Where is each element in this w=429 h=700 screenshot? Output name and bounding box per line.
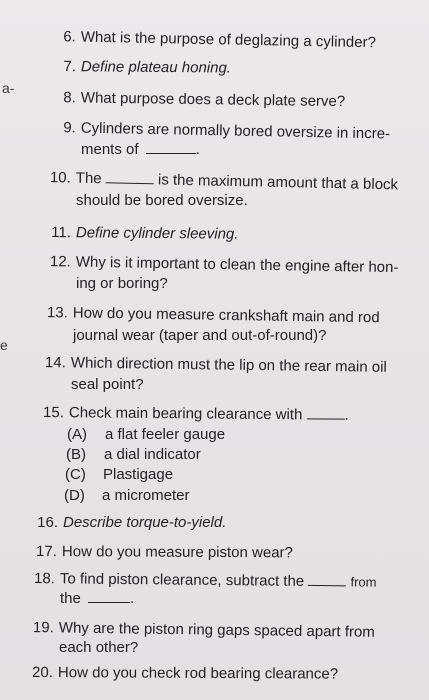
question-number: 15. (42, 404, 64, 422)
question-text: should be bored oversize. (76, 192, 248, 209)
textbook-page: a- e 6. What is the purpose of deglazing a cylinder? 7. Define plateau honing. 8. What purpose does a deck plate serve? 9. Cylinders are normally bored oversize in incre- ments of . 10. The is the maximum amount that a block should be bored oversize. 11. Define cylinder sleeving. 12. Why is it important to clean the engine after hon- ing or boring? 13. How do you measure crankshaft main and rod journal wear (taper and out-of-round)? 14. Which direction must the lip on the rear main oil seal point? 15. Check main bearing clearance with . (A) a flat feeler gauge (B) a dial indicator (C) Plastigage (D) a micrometer 16. Describe torque-to-yield. 17. How do you measure piston wear? 18. To find piston clearance, subtract the from the . 19. Why are the piston ring gaps spaced apart from each other? 20. How do you check rod bearing clearance? (0, 0, 429, 700)
option-a (67, 424, 225, 445)
question-text: is the maximum amount that a block (157, 171, 399, 194)
question-number: 19. (32, 619, 54, 637)
question-number: 20. (32, 664, 53, 682)
question-text: Why is it important to clean the engine after hon- (75, 253, 399, 277)
question-text: How do you measure crankshaft main and rod (72, 304, 380, 327)
answer-blank (306, 404, 344, 419)
option-d (64, 485, 190, 506)
answer-blank (308, 571, 346, 586)
question-10-line-2 (76, 190, 248, 211)
question-text: What purpose does a deck plate serve? (80, 89, 346, 111)
question-number: 6. (63, 28, 76, 46)
question-text: Check main bearing clearance with (68, 404, 303, 424)
option-b (66, 444, 201, 465)
question-text: Describe torque-to-yield. (63, 514, 227, 531)
question-number: 11. (51, 224, 71, 242)
option-letter: (A) (67, 426, 87, 443)
question-text: What is the purpose of deglazing a cylinder? (80, 28, 377, 52)
question-number: 13. (46, 304, 68, 322)
question-text: Cylinders are normally bored oversize in incre- (80, 119, 391, 143)
question-text: the (60, 590, 81, 607)
question-text: How do you check rod bearing clearance? (57, 664, 339, 683)
question-text: each other? (59, 639, 139, 656)
question-9-line-2: ments of . (81, 141, 200, 158)
answer-blank (106, 168, 154, 184)
margin-mark: e (0, 337, 8, 353)
question-number: 17. (36, 543, 57, 561)
question-text: Define cylinder sleeving. (75, 224, 239, 243)
option-letter: (D) (64, 487, 85, 504)
question-12-line-2 (76, 273, 168, 294)
question-number: 7. (63, 58, 76, 76)
question-number: 9. (63, 119, 76, 137)
question-18-line-2: the . (60, 590, 135, 607)
question-text: To find piston clearance, subtract the (59, 570, 305, 590)
question-text: ing or boring? (76, 275, 168, 292)
option-c (65, 464, 173, 485)
question-number: 12. (49, 253, 71, 271)
option-letter: (C) (65, 466, 86, 483)
question-text: seal point? (71, 376, 144, 393)
question-text: Which direction must the lip on the rear main oil (70, 354, 387, 376)
question-text: from (350, 574, 377, 590)
question-number: 14. (44, 354, 66, 372)
option-letter: (B) (66, 446, 86, 463)
question-number: 10. (49, 169, 71, 187)
question-13-line-2 (73, 325, 326, 346)
option-text: Plastigage (103, 466, 174, 483)
option-text: a flat feeler gauge (105, 426, 226, 443)
question-number: 8. (63, 89, 76, 107)
question-number: 18. (33, 570, 55, 588)
question-text: The (75, 169, 102, 188)
option-text: a dial indicator (104, 446, 201, 463)
question-19-line-2 (59, 637, 138, 658)
question-14-line-2 (71, 374, 144, 395)
question-text: How do you measure piston wear? (61, 543, 293, 562)
question-number: 16. (37, 514, 58, 531)
answer-blank (146, 139, 196, 154)
margin-mark: a- (2, 80, 15, 96)
answer-blank (88, 588, 130, 603)
question-text: Define plateau honing. (80, 58, 232, 77)
option-text: a micrometer (102, 487, 190, 504)
question-text: journal wear (taper and out-of-round)? (73, 327, 327, 344)
question-text: ments of (81, 141, 139, 158)
question-text: Why are the piston ring gaps spaced apart from (58, 619, 375, 641)
